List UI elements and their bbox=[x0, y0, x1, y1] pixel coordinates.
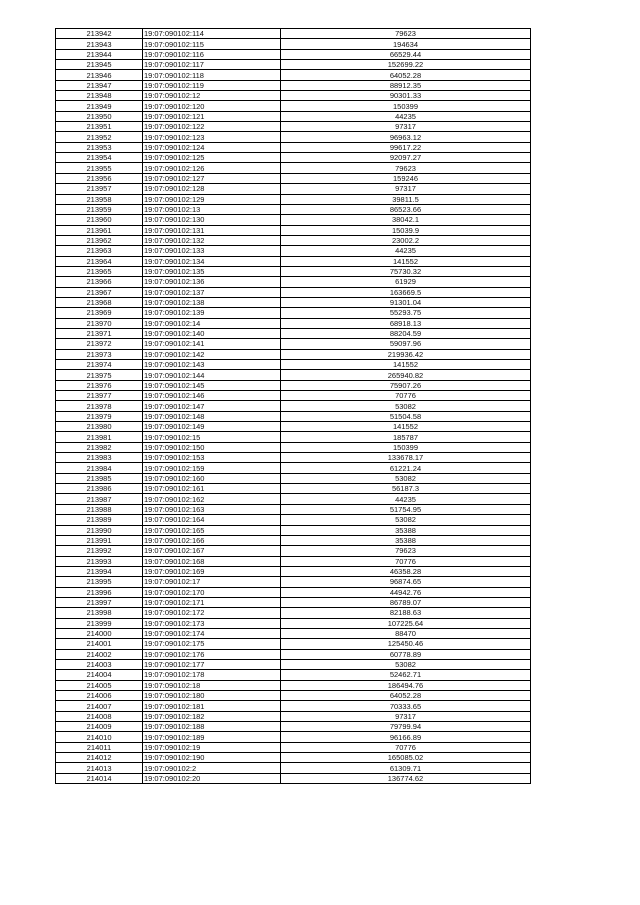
row-id-cell: 213958 bbox=[56, 194, 143, 204]
row-id-cell: 213972 bbox=[56, 339, 143, 349]
value-cell: 64052.28 bbox=[281, 691, 531, 701]
row-id-cell: 214001 bbox=[56, 639, 143, 649]
table-row bbox=[56, 60, 531, 70]
cadastral-number-cell: 19:07:090102:165 bbox=[143, 525, 281, 535]
cadastral-number-cell: 19:07:090102:142 bbox=[143, 349, 281, 359]
value-cell: 70776 bbox=[281, 742, 531, 752]
cadastral-number-cell: 19:07:090102:127 bbox=[143, 173, 281, 183]
row-id-cell: 214007 bbox=[56, 701, 143, 711]
row-id-cell: 213949 bbox=[56, 101, 143, 111]
table-row bbox=[56, 711, 531, 721]
value-cell: 61929 bbox=[281, 277, 531, 287]
value-cell: 52462.71 bbox=[281, 670, 531, 680]
cadastral-number-cell: 19:07:090102:18 bbox=[143, 680, 281, 690]
table-row bbox=[56, 670, 531, 680]
table-row bbox=[56, 380, 531, 390]
row-id-cell: 213946 bbox=[56, 70, 143, 80]
row-id-cell: 214003 bbox=[56, 659, 143, 669]
cadastral-number-cell: 19:07:090102:175 bbox=[143, 639, 281, 649]
row-id-cell: 213983 bbox=[56, 453, 143, 463]
row-id-cell: 213960 bbox=[56, 215, 143, 225]
cadastral-number-cell: 19:07:090102:170 bbox=[143, 587, 281, 597]
cadastral-number-cell: 19:07:090102:130 bbox=[143, 215, 281, 225]
row-id-cell: 214004 bbox=[56, 670, 143, 680]
table-row bbox=[56, 194, 531, 204]
cadastral-number-cell: 19:07:090102:176 bbox=[143, 649, 281, 659]
row-id-cell: 213992 bbox=[56, 546, 143, 556]
row-id-cell: 213971 bbox=[56, 328, 143, 338]
cadastral-number-cell: 19:07:090102:163 bbox=[143, 504, 281, 514]
cadastral-number-cell: 19:07:090102:139 bbox=[143, 308, 281, 318]
value-cell: 97317 bbox=[281, 122, 531, 132]
cadastral-number-cell: 19:07:090102:13 bbox=[143, 204, 281, 214]
table-row bbox=[56, 256, 531, 266]
cadastral-number-cell: 19:07:090102:190 bbox=[143, 753, 281, 763]
table-row bbox=[56, 618, 531, 628]
cadastral-number-cell: 19:07:090102:19 bbox=[143, 742, 281, 752]
row-id-cell: 213980 bbox=[56, 422, 143, 432]
value-cell: 70333.65 bbox=[281, 701, 531, 711]
table-row bbox=[56, 639, 531, 649]
row-id-cell: 213945 bbox=[56, 60, 143, 70]
row-id-cell: 213967 bbox=[56, 287, 143, 297]
cadastral-number-cell: 19:07:090102:115 bbox=[143, 39, 281, 49]
value-cell: 56187.3 bbox=[281, 484, 531, 494]
cadastral-number-cell: 19:07:090102:189 bbox=[143, 732, 281, 742]
value-cell: 35388 bbox=[281, 525, 531, 535]
row-id-cell: 213957 bbox=[56, 184, 143, 194]
cadastral-number-cell: 19:07:090102:118 bbox=[143, 70, 281, 80]
value-cell: 53082 bbox=[281, 515, 531, 525]
value-cell: 23002.2 bbox=[281, 235, 531, 245]
cadastral-number-cell: 19:07:090102:119 bbox=[143, 80, 281, 90]
cadastral-number-cell: 19:07:090102:182 bbox=[143, 711, 281, 721]
row-id-cell: 213991 bbox=[56, 535, 143, 545]
row-id-cell: 214008 bbox=[56, 711, 143, 721]
cadastral-number-cell: 19:07:090102:148 bbox=[143, 411, 281, 421]
value-cell: 107225.64 bbox=[281, 618, 531, 628]
cadastral-number-cell: 19:07:090102:146 bbox=[143, 391, 281, 401]
value-cell: 133678.17 bbox=[281, 453, 531, 463]
table-row bbox=[56, 111, 531, 121]
table-row bbox=[56, 173, 531, 183]
value-cell: 51504.58 bbox=[281, 411, 531, 421]
value-cell: 75907.26 bbox=[281, 380, 531, 390]
row-id-cell: 213979 bbox=[56, 411, 143, 421]
row-id-cell: 213944 bbox=[56, 49, 143, 59]
cadastral-number-cell: 19:07:090102:143 bbox=[143, 360, 281, 370]
table-row bbox=[56, 132, 531, 142]
value-cell: 60778.89 bbox=[281, 649, 531, 659]
cadastral-number-cell: 19:07:090102:177 bbox=[143, 659, 281, 669]
row-id-cell: 213989 bbox=[56, 515, 143, 525]
table-row bbox=[56, 297, 531, 307]
value-cell: 44235 bbox=[281, 246, 531, 256]
table-row bbox=[56, 80, 531, 90]
table-row bbox=[56, 401, 531, 411]
cadastral-number-cell: 19:07:090102:17 bbox=[143, 577, 281, 587]
row-id-cell: 213978 bbox=[56, 401, 143, 411]
table-row bbox=[56, 442, 531, 452]
cadastral-number-cell: 19:07:090102:132 bbox=[143, 235, 281, 245]
table-row bbox=[56, 494, 531, 504]
cadastral-number-cell: 19:07:090102:159 bbox=[143, 463, 281, 473]
value-cell: 219936.42 bbox=[281, 349, 531, 359]
table-row bbox=[56, 235, 531, 245]
value-cell: 90301.33 bbox=[281, 91, 531, 101]
row-id-cell: 214014 bbox=[56, 773, 143, 783]
table-row bbox=[56, 659, 531, 669]
row-id-cell: 213977 bbox=[56, 391, 143, 401]
table-row bbox=[56, 546, 531, 556]
value-cell: 51754.95 bbox=[281, 504, 531, 514]
row-id-cell: 214002 bbox=[56, 649, 143, 659]
row-id-cell: 213975 bbox=[56, 370, 143, 380]
value-cell: 96166.89 bbox=[281, 732, 531, 742]
row-id-cell: 214005 bbox=[56, 680, 143, 690]
value-cell: 35388 bbox=[281, 535, 531, 545]
table-row bbox=[56, 163, 531, 173]
table-row bbox=[56, 411, 531, 421]
cadastral-number-cell: 19:07:090102:188 bbox=[143, 722, 281, 732]
table-row bbox=[56, 722, 531, 732]
value-cell: 44235 bbox=[281, 111, 531, 121]
value-cell: 70776 bbox=[281, 556, 531, 566]
row-id-cell: 213961 bbox=[56, 225, 143, 235]
table-row bbox=[56, 266, 531, 276]
row-id-cell: 213968 bbox=[56, 297, 143, 307]
cadastral-number-cell: 19:07:090102:12 bbox=[143, 91, 281, 101]
row-id-cell: 213985 bbox=[56, 473, 143, 483]
row-id-cell: 213962 bbox=[56, 235, 143, 245]
value-cell: 44235 bbox=[281, 494, 531, 504]
value-cell: 86789.07 bbox=[281, 597, 531, 607]
data-table bbox=[55, 28, 531, 784]
table-row bbox=[56, 49, 531, 59]
row-id-cell: 213970 bbox=[56, 318, 143, 328]
value-cell: 150399 bbox=[281, 101, 531, 111]
table-row bbox=[56, 349, 531, 359]
row-id-cell: 213998 bbox=[56, 608, 143, 618]
row-id-cell: 213959 bbox=[56, 204, 143, 214]
cadastral-number-cell: 19:07:090102:160 bbox=[143, 473, 281, 483]
table-row bbox=[56, 566, 531, 576]
cadastral-number-cell: 19:07:090102:128 bbox=[143, 184, 281, 194]
row-id-cell: 213995 bbox=[56, 577, 143, 587]
value-cell: 265940.82 bbox=[281, 370, 531, 380]
row-id-cell: 213956 bbox=[56, 173, 143, 183]
cadastral-number-cell: 19:07:090102:2 bbox=[143, 763, 281, 773]
row-id-cell: 213953 bbox=[56, 142, 143, 152]
table-row bbox=[56, 773, 531, 783]
cadastral-number-cell: 19:07:090102:133 bbox=[143, 246, 281, 256]
table-row bbox=[56, 422, 531, 432]
row-id-cell: 213996 bbox=[56, 587, 143, 597]
value-cell: 141552 bbox=[281, 360, 531, 370]
table-row bbox=[56, 515, 531, 525]
table-row bbox=[56, 742, 531, 752]
row-id-cell: 213993 bbox=[56, 556, 143, 566]
table-row bbox=[56, 691, 531, 701]
table-row bbox=[56, 287, 531, 297]
value-cell: 66529.44 bbox=[281, 49, 531, 59]
cadastral-number-cell: 19:07:090102:166 bbox=[143, 535, 281, 545]
cadastral-number-cell: 19:07:090102:131 bbox=[143, 225, 281, 235]
value-cell: 79799.94 bbox=[281, 722, 531, 732]
value-cell: 159246 bbox=[281, 173, 531, 183]
table-row bbox=[56, 628, 531, 638]
value-cell: 88912.35 bbox=[281, 80, 531, 90]
row-id-cell: 213952 bbox=[56, 132, 143, 142]
value-cell: 61309.71 bbox=[281, 763, 531, 773]
value-cell: 163669.5 bbox=[281, 287, 531, 297]
cadastral-number-cell: 19:07:090102:174 bbox=[143, 628, 281, 638]
cadastral-number-cell: 19:07:090102:14 bbox=[143, 318, 281, 328]
table-row bbox=[56, 587, 531, 597]
row-id-cell: 213965 bbox=[56, 266, 143, 276]
table-row bbox=[56, 277, 531, 287]
cadastral-number-cell: 19:07:090102:144 bbox=[143, 370, 281, 380]
cadastral-number-cell: 19:07:090102:167 bbox=[143, 546, 281, 556]
cadastral-number-cell: 19:07:090102:180 bbox=[143, 691, 281, 701]
cadastral-number-cell: 19:07:090102:162 bbox=[143, 494, 281, 504]
value-cell: 165085.02 bbox=[281, 753, 531, 763]
row-id-cell: 214006 bbox=[56, 691, 143, 701]
cadastral-number-cell: 19:07:090102:116 bbox=[143, 49, 281, 59]
cadastral-number-cell: 19:07:090102:150 bbox=[143, 442, 281, 452]
value-cell: 64052.28 bbox=[281, 70, 531, 80]
value-cell: 53082 bbox=[281, 473, 531, 483]
table-row bbox=[56, 153, 531, 163]
table-row bbox=[56, 246, 531, 256]
value-cell: 92097.27 bbox=[281, 153, 531, 163]
table-row bbox=[56, 556, 531, 566]
table-row bbox=[56, 215, 531, 225]
table-row bbox=[56, 753, 531, 763]
row-id-cell: 214011 bbox=[56, 742, 143, 752]
cadastral-number-cell: 19:07:090102:140 bbox=[143, 328, 281, 338]
table-row bbox=[56, 597, 531, 607]
row-id-cell: 213981 bbox=[56, 432, 143, 442]
cadastral-number-cell: 19:07:090102:126 bbox=[143, 163, 281, 173]
row-id-cell: 213963 bbox=[56, 246, 143, 256]
value-cell: 68918.13 bbox=[281, 318, 531, 328]
table-row bbox=[56, 484, 531, 494]
row-id-cell: 214010 bbox=[56, 732, 143, 742]
row-id-cell: 213942 bbox=[56, 29, 143, 39]
value-cell: 194634 bbox=[281, 39, 531, 49]
table-row bbox=[56, 391, 531, 401]
table-row bbox=[56, 339, 531, 349]
row-id-cell: 213987 bbox=[56, 494, 143, 504]
table-row bbox=[56, 91, 531, 101]
table-row bbox=[56, 577, 531, 587]
row-id-cell: 214013 bbox=[56, 763, 143, 773]
value-cell: 96874.65 bbox=[281, 577, 531, 587]
value-cell: 61221.24 bbox=[281, 463, 531, 473]
value-cell: 136774.62 bbox=[281, 773, 531, 783]
row-id-cell: 213969 bbox=[56, 308, 143, 318]
table-row bbox=[56, 318, 531, 328]
cadastral-number-cell: 19:07:090102:171 bbox=[143, 597, 281, 607]
table-row bbox=[56, 70, 531, 80]
cadastral-number-cell: 19:07:090102:137 bbox=[143, 287, 281, 297]
cadastral-number-cell: 19:07:090102:121 bbox=[143, 111, 281, 121]
value-cell: 53082 bbox=[281, 659, 531, 669]
cadastral-number-cell: 19:07:090102:134 bbox=[143, 256, 281, 266]
table-row bbox=[56, 535, 531, 545]
row-id-cell: 213986 bbox=[56, 484, 143, 494]
table-row bbox=[56, 453, 531, 463]
row-id-cell: 213943 bbox=[56, 39, 143, 49]
cadastral-number-cell: 19:07:090102:123 bbox=[143, 132, 281, 142]
value-cell: 91301.04 bbox=[281, 297, 531, 307]
cadastral-number-cell: 19:07:090102:122 bbox=[143, 122, 281, 132]
cadastral-number-cell: 19:07:090102:161 bbox=[143, 484, 281, 494]
cadastral-number-cell: 19:07:090102:169 bbox=[143, 566, 281, 576]
row-id-cell: 213976 bbox=[56, 380, 143, 390]
cadastral-number-cell: 19:07:090102:120 bbox=[143, 101, 281, 111]
table-row bbox=[56, 608, 531, 618]
value-cell: 82188.63 bbox=[281, 608, 531, 618]
value-cell: 86523.66 bbox=[281, 204, 531, 214]
table-row bbox=[56, 39, 531, 49]
value-cell: 141552 bbox=[281, 256, 531, 266]
cadastral-number-cell: 19:07:090102:117 bbox=[143, 60, 281, 70]
row-id-cell: 213948 bbox=[56, 91, 143, 101]
value-cell: 186494.76 bbox=[281, 680, 531, 690]
cadastral-number-cell: 19:07:090102:173 bbox=[143, 618, 281, 628]
cadastral-number-cell: 19:07:090102:114 bbox=[143, 29, 281, 39]
cadastral-number-cell: 19:07:090102:164 bbox=[143, 515, 281, 525]
value-cell: 185787 bbox=[281, 432, 531, 442]
value-cell: 79623 bbox=[281, 546, 531, 556]
row-id-cell: 214000 bbox=[56, 628, 143, 638]
row-id-cell: 214009 bbox=[56, 722, 143, 732]
table-row bbox=[56, 649, 531, 659]
table-row bbox=[56, 101, 531, 111]
table-row bbox=[56, 504, 531, 514]
value-cell: 141552 bbox=[281, 422, 531, 432]
value-cell: 39811.5 bbox=[281, 194, 531, 204]
value-cell: 125450.46 bbox=[281, 639, 531, 649]
cadastral-number-cell: 19:07:090102:125 bbox=[143, 153, 281, 163]
value-cell: 99617.22 bbox=[281, 142, 531, 152]
row-id-cell: 213964 bbox=[56, 256, 143, 266]
row-id-cell: 213947 bbox=[56, 80, 143, 90]
row-id-cell: 213966 bbox=[56, 277, 143, 287]
value-cell: 53082 bbox=[281, 401, 531, 411]
row-id-cell: 213999 bbox=[56, 618, 143, 628]
value-cell: 97317 bbox=[281, 711, 531, 721]
table-row bbox=[56, 463, 531, 473]
value-cell: 38042.1 bbox=[281, 215, 531, 225]
table-row bbox=[56, 432, 531, 442]
table-row bbox=[56, 732, 531, 742]
row-id-cell: 213988 bbox=[56, 504, 143, 514]
row-id-cell: 214012 bbox=[56, 753, 143, 763]
row-id-cell: 213997 bbox=[56, 597, 143, 607]
row-id-cell: 213950 bbox=[56, 111, 143, 121]
value-cell: 70776 bbox=[281, 391, 531, 401]
cadastral-number-cell: 19:07:090102:149 bbox=[143, 422, 281, 432]
table-row bbox=[56, 225, 531, 235]
value-cell: 88470 bbox=[281, 628, 531, 638]
table-body bbox=[56, 29, 531, 784]
value-cell: 88204.59 bbox=[281, 328, 531, 338]
value-cell: 152699.22 bbox=[281, 60, 531, 70]
table-row bbox=[56, 763, 531, 773]
cadastral-number-cell: 19:07:090102:20 bbox=[143, 773, 281, 783]
table-row bbox=[56, 473, 531, 483]
cadastral-number-cell: 19:07:090102:172 bbox=[143, 608, 281, 618]
value-cell: 96963.12 bbox=[281, 132, 531, 142]
row-id-cell: 213982 bbox=[56, 442, 143, 452]
table-row bbox=[56, 328, 531, 338]
table-row bbox=[56, 204, 531, 214]
cadastral-number-cell: 19:07:090102:181 bbox=[143, 701, 281, 711]
row-id-cell: 213990 bbox=[56, 525, 143, 535]
cadastral-number-cell: 19:07:090102:124 bbox=[143, 142, 281, 152]
cadastral-number-cell: 19:07:090102:135 bbox=[143, 266, 281, 276]
cadastral-number-cell: 19:07:090102:153 bbox=[143, 453, 281, 463]
value-cell: 44942.76 bbox=[281, 587, 531, 597]
row-id-cell: 213951 bbox=[56, 122, 143, 132]
row-id-cell: 213994 bbox=[56, 566, 143, 576]
cadastral-number-cell: 19:07:090102:178 bbox=[143, 670, 281, 680]
value-cell: 59097.96 bbox=[281, 339, 531, 349]
cadastral-number-cell: 19:07:090102:129 bbox=[143, 194, 281, 204]
table-row bbox=[56, 122, 531, 132]
row-id-cell: 213984 bbox=[56, 463, 143, 473]
cadastral-number-cell: 19:07:090102:147 bbox=[143, 401, 281, 411]
table-row bbox=[56, 525, 531, 535]
table-row bbox=[56, 308, 531, 318]
row-id-cell: 213973 bbox=[56, 349, 143, 359]
value-cell: 150399 bbox=[281, 442, 531, 452]
cadastral-number-cell: 19:07:090102:168 bbox=[143, 556, 281, 566]
value-cell: 75730.32 bbox=[281, 266, 531, 276]
value-cell: 79623 bbox=[281, 163, 531, 173]
cadastral-number-cell: 19:07:090102:15 bbox=[143, 432, 281, 442]
row-id-cell: 213955 bbox=[56, 163, 143, 173]
value-cell: 46358.28 bbox=[281, 566, 531, 576]
cadastral-number-cell: 19:07:090102:145 bbox=[143, 380, 281, 390]
cadastral-number-cell: 19:07:090102:136 bbox=[143, 277, 281, 287]
value-cell: 55293.75 bbox=[281, 308, 531, 318]
table-row bbox=[56, 184, 531, 194]
table-row bbox=[56, 370, 531, 380]
table-row bbox=[56, 360, 531, 370]
value-cell: 15039.9 bbox=[281, 225, 531, 235]
table-row bbox=[56, 680, 531, 690]
table-row bbox=[56, 142, 531, 152]
table-row bbox=[56, 701, 531, 711]
cadastral-number-cell: 19:07:090102:138 bbox=[143, 297, 281, 307]
value-cell: 97317 bbox=[281, 184, 531, 194]
cadastral-number-cell: 19:07:090102:141 bbox=[143, 339, 281, 349]
row-id-cell: 213974 bbox=[56, 360, 143, 370]
row-id-cell: 213954 bbox=[56, 153, 143, 163]
table-row bbox=[56, 29, 531, 39]
value-cell: 79623 bbox=[281, 29, 531, 39]
